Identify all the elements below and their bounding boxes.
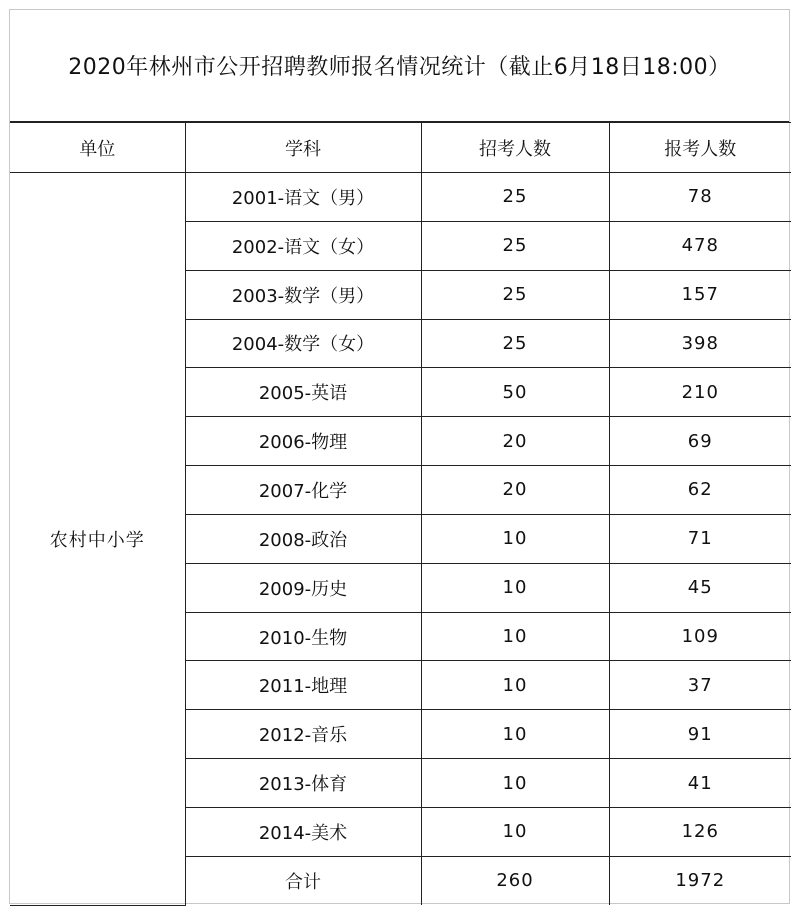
quota-cell: 25: [421, 270, 609, 319]
unit-cell: 农村中小学: [10, 173, 185, 906]
subject-cell: 2004-数学（女）: [185, 319, 421, 368]
applicants-cell: 71: [609, 514, 791, 563]
column-header-quota: 招考人数: [421, 123, 609, 173]
column-header-subject: 学科: [185, 123, 421, 173]
subject-cell: 2005-英语: [185, 368, 421, 417]
column-header-unit: 单位: [10, 123, 185, 173]
applicants-cell: 37: [609, 661, 791, 710]
quota-cell: 10: [421, 612, 609, 661]
applicants-cell: 126: [609, 807, 791, 856]
quota-cell: 25: [421, 221, 609, 270]
applicants-cell: 45: [609, 563, 791, 612]
table-row: [10, 173, 791, 222]
total-applicants: 1972: [609, 856, 791, 905]
quota-cell: 25: [421, 319, 609, 368]
quota-cell: 10: [421, 759, 609, 808]
subject-cell: 2014-美术: [185, 807, 421, 856]
applicants-cell: 69: [609, 417, 791, 466]
applicants-cell: 478: [609, 221, 791, 270]
applicants-cell: 157: [609, 270, 791, 319]
quota-cell: 10: [421, 514, 609, 563]
subject-cell: 2011-地理: [185, 661, 421, 710]
subject-cell: 2006-物理: [185, 417, 421, 466]
applicants-cell: 62: [609, 466, 791, 515]
total-label: 合计: [185, 856, 421, 905]
header-row: [10, 123, 791, 173]
subject-cell: 2008-政治: [185, 514, 421, 563]
quota-cell: 20: [421, 417, 609, 466]
applicants-cell: 91: [609, 710, 791, 759]
quota-cell: 10: [421, 563, 609, 612]
quota-cell: 20: [421, 466, 609, 515]
page-title: 2020年林州市公开招聘教师报名情况统计（截止6月18日18:00）: [10, 10, 789, 122]
quota-cell: 25: [421, 173, 609, 222]
total-quota: 260: [421, 856, 609, 905]
subject-cell: 2013-体育: [185, 759, 421, 808]
applicants-cell: 398: [609, 319, 791, 368]
applicants-cell: 109: [609, 612, 791, 661]
applicants-cell: 210: [609, 368, 791, 417]
subject-cell: 2009-历史: [185, 563, 421, 612]
quota-cell: 10: [421, 710, 609, 759]
subject-cell: 2003-数学（男）: [185, 270, 421, 319]
applicants-cell: 41: [609, 759, 791, 808]
subject-cell: 2007-化学: [185, 466, 421, 515]
quota-cell: 10: [421, 661, 609, 710]
quota-cell: 50: [421, 368, 609, 417]
column-header-applicants: 报考人数: [609, 123, 791, 173]
subject-cell: 2002-语文（女）: [185, 221, 421, 270]
registration-table: [10, 122, 791, 906]
statistics-sheet: [9, 9, 790, 904]
subject-cell: 2010-生物: [185, 612, 421, 661]
subject-cell: 2012-音乐: [185, 710, 421, 759]
applicants-cell: 78: [609, 173, 791, 222]
subject-cell: 2001-语文（男）: [185, 173, 421, 222]
quota-cell: 10: [421, 807, 609, 856]
